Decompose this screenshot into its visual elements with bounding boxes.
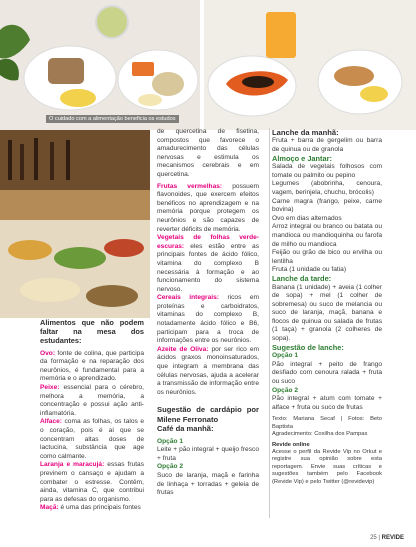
food-item-greens: Vegetais de folhas verde-escuras: eles estão entre as principais fontes de ácido fólico, vitamina do complexo B necessária à formação e ao funcionamento do sistema nervoso. xyxy=(157,234,259,293)
food-item-olive-oil: Azeite de Oliva: por ser rico em ácidos graxos monoinsaturados, que integram a membrana das células nervosas, ajuda a acelerar a transmissão de informação entre os neurônios. xyxy=(157,345,259,396)
column-foods xyxy=(40,318,144,513)
food-item-orange: Laranja e maracujá: essas frutas previnem o cansaço e ajudam a combater o estresse. Contêm, ainda, vitamina C, que contribui para as defesas do organismo. xyxy=(40,461,144,503)
online-text: Acesse o perfil da Revide Vip no Orkut e registre sua opinião sobre esta reportagem. Envie suas críticas e sugestões também pelo Facebook (Revide Vip) e pelo Twitter (@revidevip) xyxy=(272,449,382,485)
buffet-illustration xyxy=(0,130,150,318)
column-benefits xyxy=(157,128,259,498)
photo-buffet xyxy=(0,130,150,318)
food-item-lettuce: Alface: coma as folhas, os talos e o coração, pois é aí que se concentram altas doses de lactucina, substância que age como calmante. xyxy=(40,418,144,460)
breakfast-option-1-label: Opção 1 xyxy=(157,437,184,445)
breakfast-illustration-right xyxy=(204,0,416,130)
food-item-fish: Peixe: essencial para o cérebro, melhora a memória, a concentração e possui ação anti-inflamatória. xyxy=(40,383,144,417)
breakfast-option-2-label: Opção 2 xyxy=(157,463,184,471)
afternoon-snack-text: Banana (1 unidade) + aveia (1 colher de sopa) + mel (1 colher de sobremesa) ou suco de melancia ou suco de laranja, maçã, banana e flocos de quinua ou salada de frutas (1 taça) + granola (2 colheres de sopa). xyxy=(272,283,382,343)
apple-continuation: de quercetina de fisetina, compostos que favorece o amadurecimento das células nervosas e estimula os mecanismos cerebrais e em quercetina. xyxy=(157,128,259,178)
evening-option-2-label: Opção 2 xyxy=(272,386,299,394)
breakfast-option-2-text: Suco de laranja, maçã e farinha de linhaça + torradas + geleia de frutas xyxy=(157,472,259,497)
food-item-egg: Ovo: fonte de colina, que participa da formação e na reparação dos neurônios, é fundamental para a memória e o aprendizado. xyxy=(40,349,144,383)
evening-option-1-text: Pão integral + peito de frango desfiado com cenoura ralada + fruta ou suco xyxy=(272,360,382,386)
morning-snack-text: Fruta + barra de gergelim ou barra de quinua ou de granola xyxy=(272,137,382,153)
page-number: 25 xyxy=(370,535,377,541)
food-item-apple: Maçã: é uma das principais fontes xyxy=(40,504,141,512)
page-folio: 25 | REVIDE xyxy=(370,535,404,541)
photo-breakfast-right xyxy=(204,0,416,130)
evening-option-2-text: Pão integral + atum com tomate + alface + fruta ou suco de frutas xyxy=(272,395,382,411)
foods-heading: Alimentos que não podem faltar na mesa dos estudantes: xyxy=(40,318,144,346)
credits-text: Texto: Mariana Secaf | Fotos: Beto Baptista xyxy=(272,416,382,430)
evening-option-1-label: Opção 1 xyxy=(272,352,299,360)
food-item-red-fruits: Frutas vermelhas: possuem flavonoides, que exercem efeitos benéficos no aprendizagem e na memória porque protegem os neurônios e são capazes de reverter déficits de memória. xyxy=(157,182,259,233)
lunch-line: Fruta (1 unidade ou fatia) xyxy=(272,266,347,274)
evening-snack-title: Sugestão de lanche: xyxy=(272,342,344,352)
column-menu xyxy=(272,128,382,486)
magazine-brand: REVIDE xyxy=(381,535,404,541)
food-item-cereals: Cereais integrais: ricos em proteínas e carboidratos, vitaminas do complexo B, notadamente ácido fólico e B6, participam para a troca de informações entre os neurônios. xyxy=(157,294,260,345)
lunch-line: Salada de vegetais folhosos com tomate ou palmito ou pepino xyxy=(272,163,382,179)
lunch-line: Legumes (abobrinha, cenoura, vagem, berinjela, chuchu, brócolis) xyxy=(272,180,382,196)
afternoon-snack-title: Lanche da tarde: xyxy=(272,273,332,283)
breakfast-option-1-text: Leite + pão integral + queijo fresco + fruta xyxy=(157,446,259,462)
online-title: Revide online xyxy=(272,441,310,448)
lunch-title: Almoço e Jantar: xyxy=(272,153,332,163)
credits-block xyxy=(272,416,382,486)
breakfast-title: Café da manhã: xyxy=(157,424,214,434)
lunch-line: Carne magra (frango, peixe, carne bovina) xyxy=(272,197,382,214)
column-divider xyxy=(269,128,270,518)
morning-snack-title: Lanche da manhã: xyxy=(272,128,339,137)
breakfast-illustration-left xyxy=(0,0,200,130)
photo-caption: O cuidado com a alimentação beneficia os estudos xyxy=(46,115,179,123)
lunch-line: Arroz integral ou branco ou batata ou mandioca ou mandioquinha ou farofa de milho ou mandioca xyxy=(272,223,382,248)
lunch-line: Feijão ou grão de bico ou ervilha ou lentilha xyxy=(272,249,382,265)
photo-breakfast-left xyxy=(0,0,200,130)
menu-title: Sugestão de cardápio por Milene Ferronato xyxy=(157,405,259,424)
credits-thanks: Agradecimento: Coxilha dos Pampas xyxy=(272,431,368,438)
lunch-line: Ovo em dias alternados xyxy=(272,214,342,222)
